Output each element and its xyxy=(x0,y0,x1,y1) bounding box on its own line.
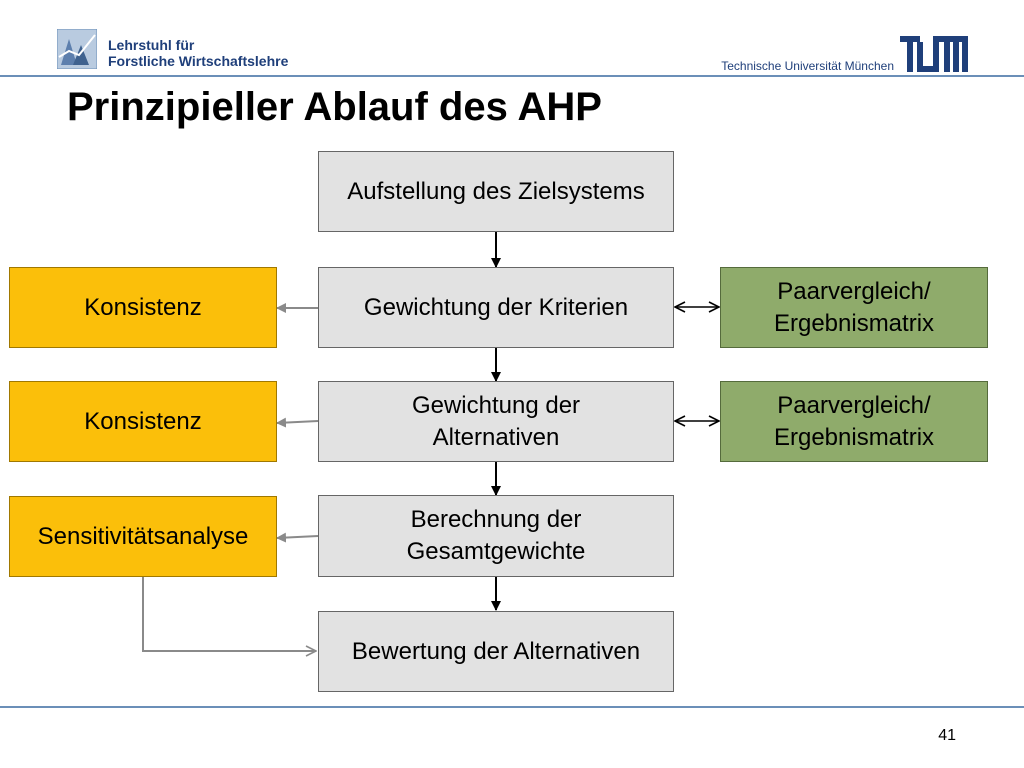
chair-name-line2: Forstliche Wirtschaftslehre xyxy=(108,53,289,69)
slide-title: Prinzipieller Ablauf des AHP xyxy=(67,85,602,129)
step-bewertung-alternativen: Bewertung der Alternativen xyxy=(318,611,674,692)
check-sensitivitaetsanalyse: Sensitivitätsanalyse xyxy=(9,496,277,577)
step-zielsystem: Aufstellung des Zielsystems xyxy=(318,151,674,232)
step-gewichtung-alternativen: Gewichtung der Alternativen xyxy=(318,381,674,462)
check-konsistenz-kriterien: Konsistenz xyxy=(9,267,277,348)
step-gesamtgewichte: Berechnung der Gesamtgewichte xyxy=(318,495,674,577)
check-konsistenz-alternativen: Konsistenz xyxy=(9,381,277,462)
arrow-to-check3 xyxy=(277,536,318,538)
arrow-check3-to-step5 xyxy=(143,577,316,651)
method-paarvergleich-kriterien: Paarvergleich/ Ergebnismatrix xyxy=(720,267,988,348)
step-gewichtung-kriterien: Gewichtung der Kriterien xyxy=(318,267,674,348)
arrow-to-check2 xyxy=(277,421,318,423)
page-number: 41 xyxy=(938,727,956,744)
method-paarvergleich-alternativen: Paarvergleich/ Ergebnismatrix xyxy=(720,381,988,462)
chair-name-line1: Lehrstuhl für xyxy=(108,37,195,53)
university-name: Technische Universität München xyxy=(721,59,894,73)
footer-rule xyxy=(0,706,1024,708)
